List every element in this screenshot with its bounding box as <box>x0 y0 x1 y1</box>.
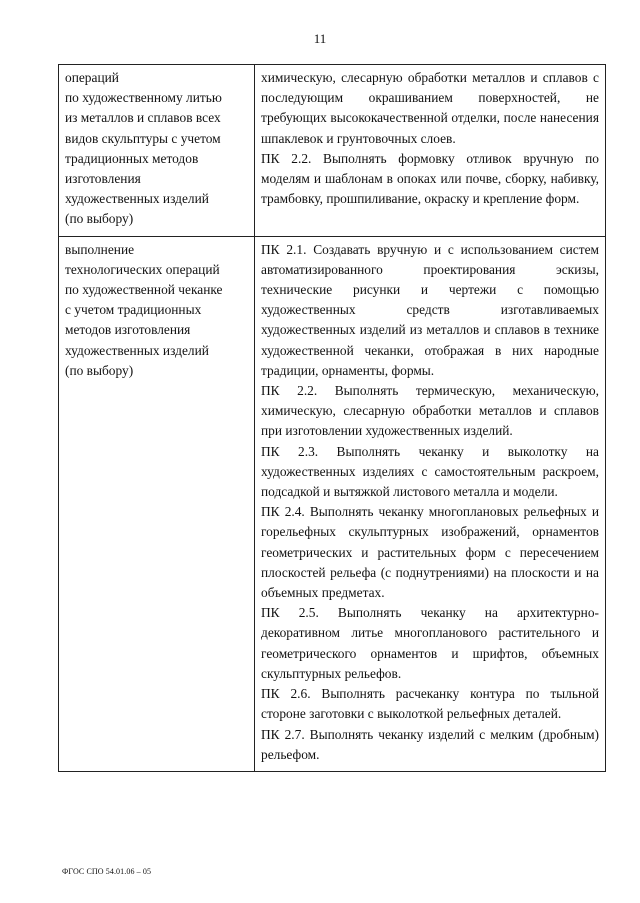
activity-line: по художественной чеканке <box>65 282 223 298</box>
activity-cell <box>59 65 255 237</box>
activity-line: видов скульптуры с учетом <box>65 130 221 146</box>
competency-cell <box>255 65 606 237</box>
competency-paragraph: ПК 2.2. Выполнять формовку отливок вручную по моделям и шаблонам в опоках или почве, сборку, набивку, трамбовку, прошпиливание, окраску и крепление форм. <box>261 150 599 207</box>
competency-paragraph: ПК 2.6. Выполнять расчеканку контура по тыльной стороне заготовки с выколоткой рельефных деталей. <box>261 686 599 722</box>
competency-paragraph: ПК 2.1. Создавать вручную и с использованием систем автоматизированного проектирования эскизы, технические рисунки и чертежи с помощью художественных средств изготавливаемых художественных изделий из металлов и сплавов в технике художественной чеканки, отображая в них народные традиции, орнаменты, формы. <box>261 241 599 378</box>
competency-paragraph: химическую, слесарную обработки металлов и сплавов с последующим окрашиванием поверхностей, не требующих высококачественной отделки, после нанесения шпаклевок и грунтовочных слоев. <box>261 70 599 146</box>
competency-paragraph: ПК 2.4. Выполнять чеканку многоплановых рельефных и горельефных скульптурных изображений, орнаментов геометрических и растительных форм с пересечением плоскостей рельефа (с поднутрениями) на плоскости и на объемных предметах. <box>261 504 599 601</box>
activity-line: (по выбору) <box>65 362 134 378</box>
activity-cell <box>59 236 255 771</box>
page-number: 11 <box>313 31 327 46</box>
activity-line: художественных изделий <box>65 191 209 207</box>
activity-line: из металлов и сплавов всех <box>65 110 221 126</box>
table-row <box>59 65 606 237</box>
activity-line: по художественному литью <box>65 90 222 106</box>
activity-line: традиционных методов <box>65 150 199 166</box>
competency-paragraph: ПК 2.3. Выполнять чеканку и выколотку на художественных изделиях с самостоятельным раскроем, подсадкой и вытяжкой листового металла и модели. <box>261 443 599 500</box>
activity-line: с учетом традиционных <box>65 302 202 318</box>
activity-line: изготовления <box>65 171 141 187</box>
table-row <box>59 236 606 771</box>
activity-line: художественных изделий <box>65 342 209 358</box>
competency-table <box>58 64 606 772</box>
activity-line: (по выбору) <box>65 211 134 227</box>
activity-line: технологических операций <box>65 261 220 277</box>
document-footer: ФГОС СПО 54.01.06 – 05 <box>62 867 152 876</box>
activity-line: операций <box>65 70 119 85</box>
activity-line: методов изготовления <box>65 322 191 338</box>
competency-paragraph: ПК 2.5. Выполнять чеканку на архитектурно-декоративном литье многопланового растительного и геометрического орнаментов и шрифтов, объемных скульптурных рельефов. <box>261 605 599 681</box>
competency-cell <box>255 236 606 771</box>
activity-line: выполнение <box>65 241 135 257</box>
competency-paragraph: ПК 2.2. Выполнять термическую, механическую, химическую, слесарную обработки металлов и сплавов при изготовлении художественных изделий. <box>261 383 599 439</box>
competency-paragraph: ПК 2.7. Выполнять чеканку изделий с мелким (дробным) рельефом. <box>261 726 599 762</box>
